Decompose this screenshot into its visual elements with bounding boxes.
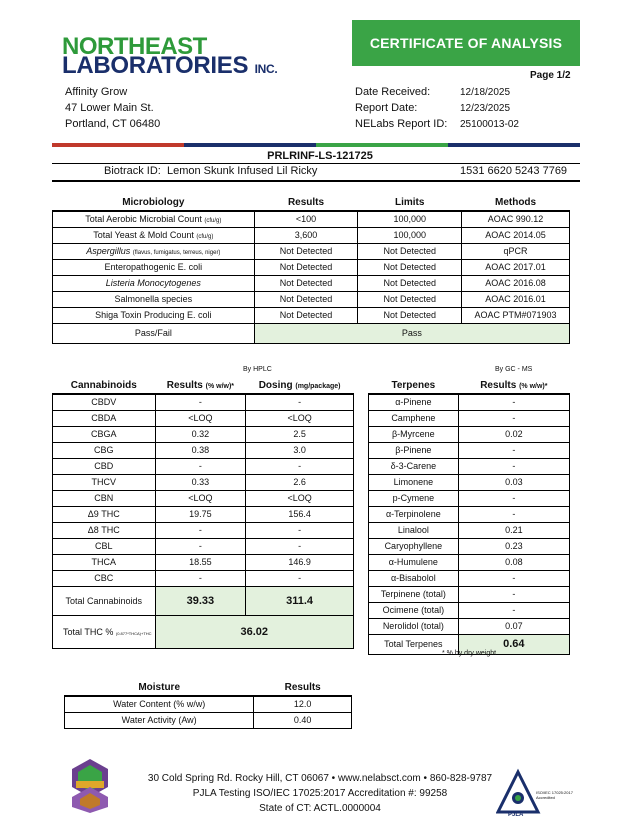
table-row bbox=[369, 522, 570, 538]
cannabinoid-dose: - bbox=[246, 538, 354, 554]
cannabinoid-result: - bbox=[155, 458, 246, 474]
microbiology-table bbox=[52, 194, 570, 344]
cannabinoid-header-results-unit: (% w/w)* bbox=[205, 382, 235, 390]
moisture-header-row bbox=[65, 679, 352, 696]
micro-limit: Not Detected bbox=[358, 307, 462, 323]
cannabinoid-dose: 2.6 bbox=[246, 474, 354, 490]
date-received-value: 12/18/2025 bbox=[460, 87, 511, 98]
table-row bbox=[369, 618, 570, 634]
terpene-header-row bbox=[369, 377, 570, 394]
micro-result: Not Detected bbox=[254, 243, 358, 259]
cannabinoid-result: <LOQ bbox=[155, 410, 246, 426]
micro-result: Not Detected bbox=[254, 291, 358, 307]
micro-method: qPCR bbox=[462, 243, 570, 259]
date-received-label: Date Received: bbox=[355, 86, 431, 98]
table-row bbox=[53, 442, 354, 458]
terpene-result: - bbox=[458, 570, 569, 586]
biotrack-label: Biotrack ID: bbox=[104, 165, 161, 177]
header-stripe bbox=[52, 143, 580, 147]
cannabinoid-dose: - bbox=[246, 394, 354, 410]
passfail-row bbox=[53, 323, 570, 343]
micro-name: Shiga Toxin Producing E. coli bbox=[53, 307, 255, 323]
terpene-result: - bbox=[458, 410, 569, 426]
micro-unit: (cfu/g) bbox=[196, 234, 214, 240]
terpene-name: Camphene bbox=[369, 410, 459, 426]
micro-limit: 100,000 bbox=[358, 227, 462, 243]
cannabinoid-result: <LOQ bbox=[155, 490, 246, 506]
footer-state-license: State of CT: ACTL.0000004 bbox=[259, 803, 381, 814]
moisture-name: Water Activity (Aw) bbox=[65, 712, 254, 728]
terpene-result: - bbox=[458, 490, 569, 506]
micro-name bbox=[53, 227, 255, 243]
terpene-name: β-Myrcene bbox=[369, 426, 459, 442]
total-thc-value: 36.02 bbox=[155, 615, 353, 648]
page-number: Page 1/2 bbox=[530, 70, 571, 81]
micro-method: AOAC PTM#071903 bbox=[462, 307, 570, 323]
micro-method: AOAC 2014.05 bbox=[462, 227, 570, 243]
terpene-result: - bbox=[458, 442, 569, 458]
terpene-name: Nerolidol (total) bbox=[369, 618, 459, 634]
terpenes-table bbox=[368, 377, 570, 655]
cannabinoid-result: - bbox=[155, 570, 246, 586]
logo-inc: INC. bbox=[254, 62, 278, 76]
terpene-result: - bbox=[458, 602, 569, 618]
cannabinoid-result: 0.38 bbox=[155, 442, 246, 458]
table-row bbox=[369, 410, 570, 426]
table-row bbox=[53, 570, 354, 586]
cannabinoid-result: 19.75 bbox=[155, 506, 246, 522]
micro-limit: Not Detected bbox=[358, 243, 462, 259]
terpene-name: α-Pinene bbox=[369, 394, 459, 410]
table-row bbox=[53, 275, 570, 291]
terpene-header-results bbox=[458, 377, 569, 394]
hplc-method-label: By HPLC bbox=[243, 366, 272, 373]
table-row bbox=[369, 554, 570, 570]
micro-name bbox=[53, 243, 255, 259]
cannabinoid-name: THCV bbox=[53, 474, 156, 490]
cannabinoid-header-name: Cannabinoids bbox=[53, 377, 156, 394]
cannabinoid-dose: - bbox=[246, 570, 354, 586]
cannabinoids-table bbox=[52, 377, 354, 649]
table-row bbox=[369, 506, 570, 522]
footer-accreditation: PJLA Testing ISO/IEC 17025:2017 Accreditation #: 99258 bbox=[192, 788, 448, 799]
cannabinoid-name: CBN bbox=[53, 490, 156, 506]
client-name: Affinity Grow bbox=[65, 86, 128, 98]
cannabinoid-name: CBDA bbox=[53, 410, 156, 426]
table-row bbox=[53, 522, 354, 538]
terpene-result: - bbox=[458, 458, 569, 474]
client-street: 47 Lower Main St. bbox=[65, 102, 154, 114]
terpene-header-name: Terpenes bbox=[369, 377, 459, 394]
terpene-result: - bbox=[458, 586, 569, 602]
total-terpenes-label: Total Terpenes bbox=[369, 634, 459, 654]
total-thc-label bbox=[53, 615, 156, 648]
report-date-label: Report Date: bbox=[355, 102, 418, 114]
cannabinoid-result: - bbox=[155, 538, 246, 554]
cannabinoid-dose: 3.0 bbox=[246, 442, 354, 458]
cannabinoid-name: CBGA bbox=[53, 426, 156, 442]
terpene-name: α-Bisabolol bbox=[369, 570, 459, 586]
table-row bbox=[369, 538, 570, 554]
cannabinoid-name: CBC bbox=[53, 570, 156, 586]
cannabinoid-result: 0.33 bbox=[155, 474, 246, 490]
micro-name: Salmonella species bbox=[53, 291, 255, 307]
micro-result: Not Detected bbox=[254, 307, 358, 323]
terpene-name: Caryophyllene bbox=[369, 538, 459, 554]
total-terpenes-value: 0.64 bbox=[458, 634, 569, 654]
logo-line-2-text: LABORATORIES bbox=[62, 52, 249, 79]
cannabinoid-dose: <LOQ bbox=[246, 410, 354, 426]
table-row bbox=[53, 211, 570, 227]
micro-limit: Not Detected bbox=[358, 259, 462, 275]
moisture-header-results: Results bbox=[254, 679, 352, 696]
table-row bbox=[53, 291, 570, 307]
table-row bbox=[53, 506, 354, 522]
logo-line-2 bbox=[62, 52, 277, 80]
micro-limit: Not Detected bbox=[358, 291, 462, 307]
micro-name: Listeria Monocytogenes bbox=[53, 275, 255, 291]
divider-thick bbox=[52, 180, 580, 182]
terpene-result: 0.21 bbox=[458, 522, 569, 538]
micro-name-text: Aspergillus bbox=[86, 246, 131, 256]
cannabinoid-name: CBDV bbox=[53, 394, 156, 410]
terpene-result: 0.02 bbox=[458, 426, 569, 442]
cannabinoid-result: 18.55 bbox=[155, 554, 246, 570]
table-row bbox=[369, 586, 570, 602]
cannabinoid-dose: 146.9 bbox=[246, 554, 354, 570]
table-row bbox=[369, 570, 570, 586]
micro-header-row bbox=[53, 194, 570, 211]
cannabinoid-header-results bbox=[155, 377, 246, 394]
micro-header-results: Results bbox=[254, 194, 358, 211]
terpene-header-results-unit: (% w/w)* bbox=[519, 382, 548, 390]
micro-limit: Not Detected bbox=[358, 275, 462, 291]
table-row bbox=[369, 458, 570, 474]
micro-method: AOAC 990.12 bbox=[462, 211, 570, 227]
total-thc-label-text: Total THC % bbox=[63, 626, 114, 637]
cannabinoid-result: 0.32 bbox=[155, 426, 246, 442]
table-row bbox=[53, 426, 354, 442]
biotrack-id: 1531 6620 5243 7769 bbox=[460, 165, 568, 177]
pjla-text: PJLA bbox=[508, 812, 524, 818]
table-row bbox=[369, 426, 570, 442]
micro-unit: (flavus, fumigatus, terreus, niger) bbox=[132, 250, 221, 256]
total-cannabinoids-label: Total Cannabinoids bbox=[53, 586, 156, 615]
micro-result: 3,600 bbox=[254, 227, 358, 243]
cannabinoid-header-results-text: Results bbox=[166, 379, 203, 391]
micro-header-methods: Methods bbox=[462, 194, 570, 211]
total-cannabinoids-result: 39.33 bbox=[155, 586, 246, 615]
cannabinoid-name: CBL bbox=[53, 538, 156, 554]
moisture-table bbox=[64, 679, 352, 729]
cannabinoid-dose: - bbox=[246, 458, 354, 474]
divider bbox=[52, 163, 580, 164]
micro-result: <100 bbox=[254, 211, 358, 227]
terpene-result: - bbox=[458, 506, 569, 522]
table-row bbox=[65, 696, 352, 712]
terpene-result: 0.07 bbox=[458, 618, 569, 634]
table-row bbox=[53, 458, 354, 474]
cannabinoid-header-dosing bbox=[246, 377, 354, 394]
total-cannabinoids-row bbox=[53, 586, 354, 615]
cannabinoid-result: - bbox=[155, 394, 246, 410]
table-row bbox=[53, 538, 354, 554]
micro-name: Enteropathogenic E. coli bbox=[53, 259, 255, 275]
table-row bbox=[53, 243, 570, 259]
report-id-value: 25100013-02 bbox=[460, 119, 519, 130]
passfail-value: Pass bbox=[254, 323, 569, 343]
footer-address: 30 Cold Spring Rd. Rocky Hill, CT 06067 • www.nelabsct.com • 860-828-9787 bbox=[147, 773, 493, 784]
table-row bbox=[53, 474, 354, 490]
biotrack-row bbox=[104, 165, 317, 177]
terpene-result: 0.08 bbox=[458, 554, 569, 570]
terpene-result: - bbox=[458, 394, 569, 410]
terpene-name: α-Terpinolene bbox=[369, 506, 459, 522]
sample-code: PRLRINF-LS-121725 bbox=[267, 150, 373, 162]
micro-method: AOAC 2017.01 bbox=[462, 259, 570, 275]
micro-name-text: Total Aerobic Microbial Count bbox=[85, 214, 202, 225]
certificate-title: CERTIFICATE OF ANALYSIS bbox=[352, 20, 580, 66]
micro-unit: (cfu/g) bbox=[204, 218, 222, 225]
report-date-value: 12/23/2025 bbox=[460, 103, 511, 114]
gcms-method-label: By GC - MS bbox=[495, 366, 533, 373]
micro-header-limits: Limits bbox=[358, 194, 462, 211]
moisture-header-name: Moisture bbox=[65, 679, 254, 696]
client-city: Portland, CT 06480 bbox=[65, 118, 161, 130]
cannabinoid-dose: <LOQ bbox=[246, 490, 354, 506]
table-row bbox=[369, 394, 570, 410]
terpene-name: α-Humulene bbox=[369, 554, 459, 570]
micro-result: Not Detected bbox=[254, 259, 358, 275]
terpene-result: 0.23 bbox=[458, 538, 569, 554]
micro-name-text: Total Yeast & Mold Count bbox=[93, 230, 194, 240]
report-id-label: NELabs Report ID: bbox=[355, 118, 448, 130]
table-row bbox=[369, 474, 570, 490]
cannabinoid-name: THCA bbox=[53, 554, 156, 570]
table-row bbox=[53, 410, 354, 426]
terpene-name: Terpinene (total) bbox=[369, 586, 459, 602]
moisture-result: 12.0 bbox=[254, 696, 352, 712]
terpene-name: Linalool bbox=[369, 522, 459, 538]
micro-limit: 100,000 bbox=[358, 211, 462, 227]
cannabinoid-name: Δ9 THC bbox=[53, 506, 156, 522]
micro-result: Not Detected bbox=[254, 275, 358, 291]
table-row bbox=[65, 712, 352, 728]
micro-name bbox=[53, 211, 255, 227]
dry-weight-note: * % by dry weight bbox=[442, 650, 497, 657]
cannabinoid-header-row bbox=[53, 377, 354, 394]
terpene-name: p-Cymene bbox=[369, 490, 459, 506]
cannabinoid-dose: 156.4 bbox=[246, 506, 354, 522]
micro-method: AOAC 2016.01 bbox=[462, 291, 570, 307]
table-row bbox=[369, 442, 570, 458]
table-row bbox=[369, 602, 570, 618]
micro-method: AOAC 2016.08 bbox=[462, 275, 570, 291]
table-row bbox=[53, 490, 354, 506]
cannabinoid-name: CBD bbox=[53, 458, 156, 474]
iso-accredited-text: ISO/IEC 17025:2017 Accredited bbox=[536, 790, 573, 800]
moisture-name: Water Content (% w/w) bbox=[65, 696, 254, 712]
terpene-name: δ-3-Carene bbox=[369, 458, 459, 474]
cannabinoid-name: CBG bbox=[53, 442, 156, 458]
table-row bbox=[53, 394, 354, 410]
table-row bbox=[53, 259, 570, 275]
cannabinoid-header-dosing-unit: (mg/package) bbox=[295, 382, 341, 390]
terpene-header-results-text: Results bbox=[480, 379, 517, 391]
pjla-accreditation-logo bbox=[496, 768, 576, 820]
total-cannabinoids-dose: 311.4 bbox=[246, 586, 354, 615]
total-thc-formula: (0.877*THCA)+THC bbox=[115, 630, 152, 636]
cannabinoid-name: Δ8 THC bbox=[53, 522, 156, 538]
terpene-name: β-Pinene bbox=[369, 442, 459, 458]
terpene-name: Limonene bbox=[369, 474, 459, 490]
micro-header-name: Microbiology bbox=[53, 194, 255, 211]
cannabinoid-header-dosing-text: Dosing bbox=[258, 379, 293, 391]
sample-name: Lemon Skunk Infused Lil Ricky bbox=[166, 165, 318, 177]
table-row bbox=[53, 554, 354, 570]
cannabinoid-dose: 2.5 bbox=[246, 426, 354, 442]
table-row bbox=[53, 227, 570, 243]
passfail-label: Pass/Fail bbox=[53, 323, 255, 343]
logo-line-1: NORTHEAST bbox=[62, 33, 207, 60]
total-thc-row bbox=[53, 615, 354, 648]
moisture-result: 0.40 bbox=[254, 712, 352, 728]
cannabinoid-result: - bbox=[155, 522, 246, 538]
table-row bbox=[369, 490, 570, 506]
terpene-name: Ocimene (total) bbox=[369, 602, 459, 618]
terpene-result: 0.03 bbox=[458, 474, 569, 490]
cannabinoid-dose: - bbox=[246, 522, 354, 538]
table-row bbox=[53, 307, 570, 323]
